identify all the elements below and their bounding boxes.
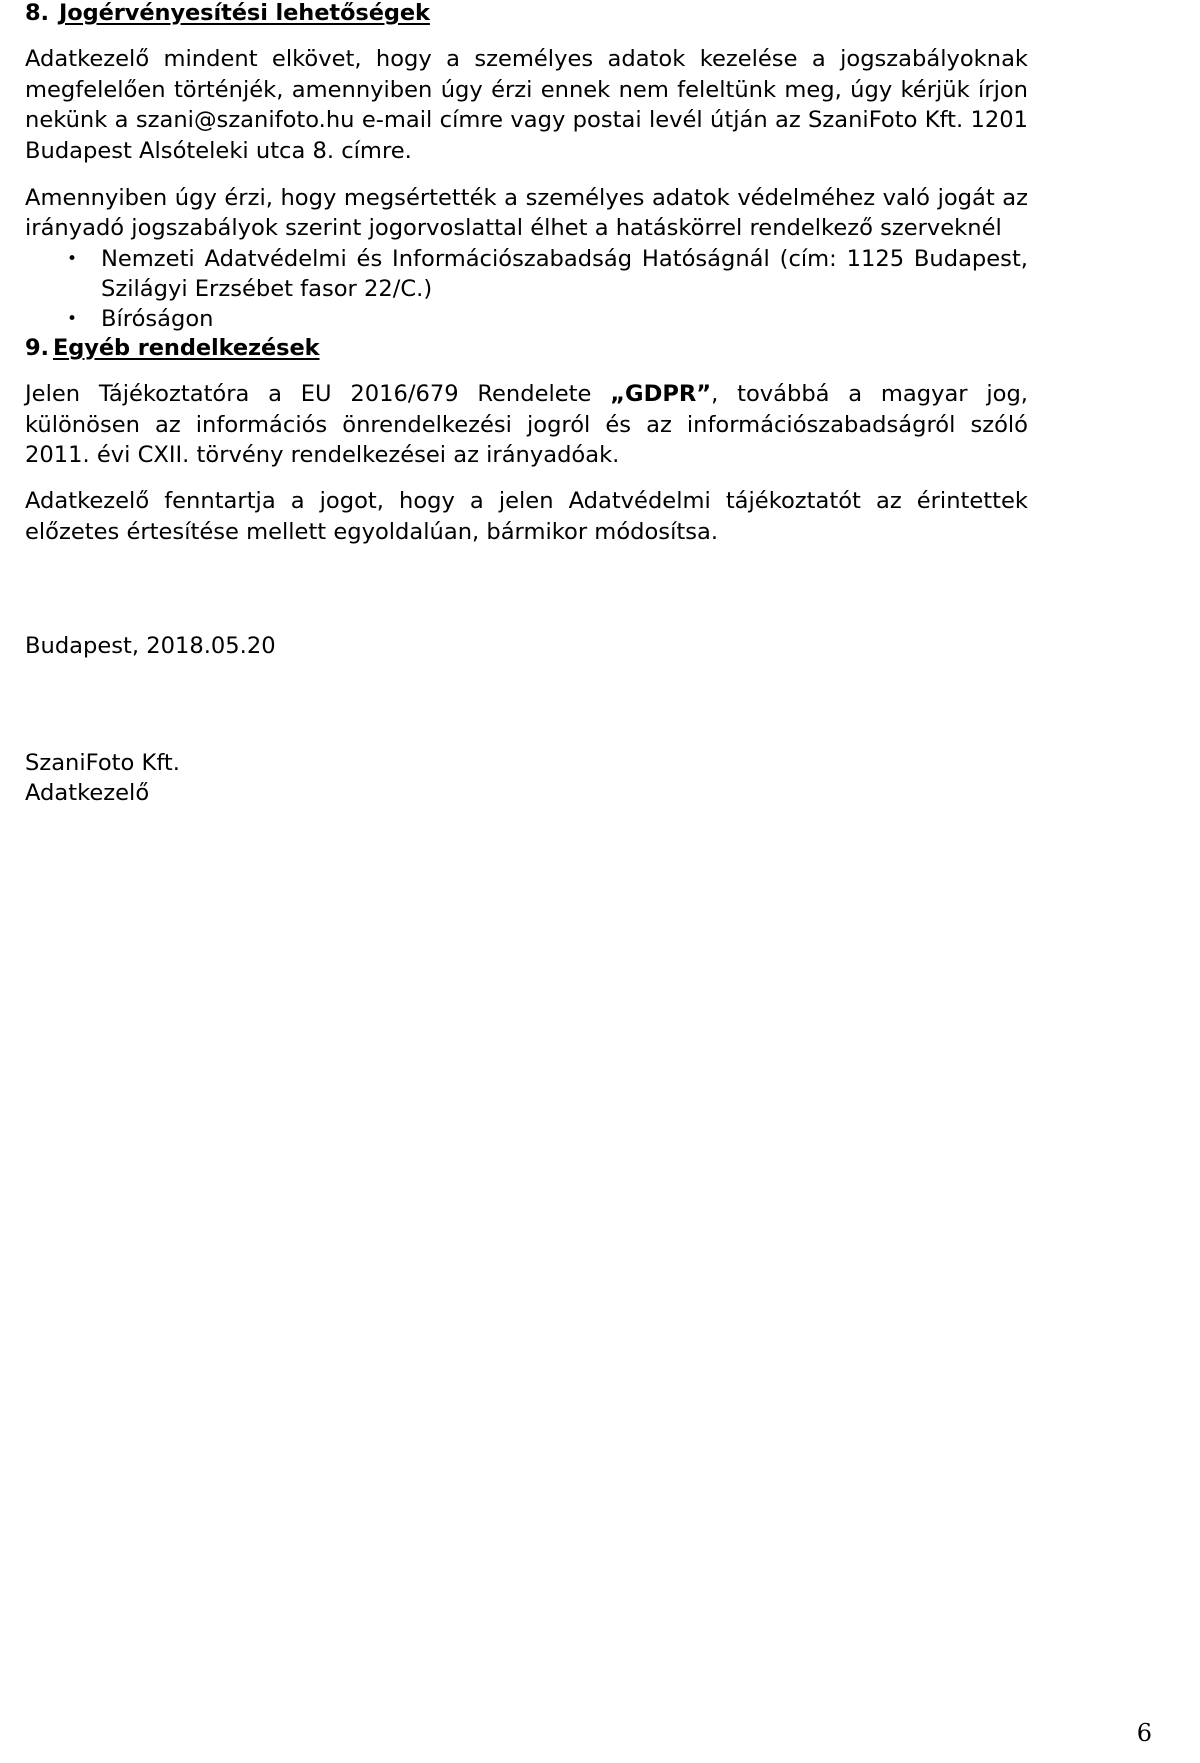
gdpr-text-before: Jelen Tájékoztatóra a EU 2016/679 Rendelete — [25, 381, 611, 408]
date-block — [25, 631, 1028, 661]
list-item-label: Bíróságon — [101, 306, 214, 333]
list-item — [25, 244, 1028, 305]
section-8-paragraph-2: Amennyiben úgy érzi, hogy megsértették a személyes adatok védelméhez való jogát az irányadó jogszabályok szerint jogorvoslattal élhet a hatáskörrel rendelkező szerveknél — [25, 184, 1028, 242]
bullet-icon: • — [66, 309, 78, 330]
gdpr-text-after: , továbbá a magyar jog, különösen az információs önrendelkezési jogról és az információszabadságról szóló 2011. évi CXII. törvény rendelkezései az irányadóak. — [25, 381, 1028, 468]
section-9-title: Egyéb rendelkezések — [53, 334, 320, 361]
page-number: 6 — [1136, 1719, 1152, 1747]
section-9-paragraph-1 — [25, 379, 1028, 470]
list-item-label: Nemzeti Adatvédelmi és Információszabadság Hatóságnál (cím: 1125 Budapest, Szilágyi Erzsébet fasor 22/C.) — [101, 245, 1028, 303]
section-8-heading — [25, 0, 1028, 27]
list-item — [25, 304, 1028, 334]
date-line: Budapest, 2018.05.20 — [25, 633, 276, 660]
gdpr-term: „GDPR” — [610, 381, 712, 408]
section-9-paragraph-2: Adatkezelő fenntartja a jogot, hogy a jelen Adatvédelmi tájékoztatót az érintettek előzetes értesítése mellett egyoldalúan, bármikor módosítsa. — [25, 488, 1028, 545]
section-8-paragraph-1: Adatkezelő mindent elkövet, hogy a személyes adatok kezelése a jogszabályoknak megfelelően történjék, amennyiben úgy érzi ennek nem feleltünk meg, úgy kérjük írjon nekünk a szani@szanifoto.hu e-mail címre vagy postai levél útján az SzaniFoto Kft. 1201 Budapest Alsóteleki utca 8. címre. — [25, 46, 1028, 164]
signature-company: SzaniFoto Kft. — [25, 749, 180, 776]
signature-block — [25, 748, 1028, 809]
section-8-number: 8. — [25, 0, 50, 26]
section-9-number: 9. — [25, 334, 50, 361]
section-9-heading — [25, 335, 1028, 362]
signature-role: Adatkezelő — [25, 779, 150, 806]
section-8-title: Jogérvényesítési lehetőségek — [59, 0, 430, 26]
authority-bullet-list — [25, 244, 1028, 335]
page-content — [25, 0, 1028, 808]
bullet-icon: • — [66, 248, 78, 269]
